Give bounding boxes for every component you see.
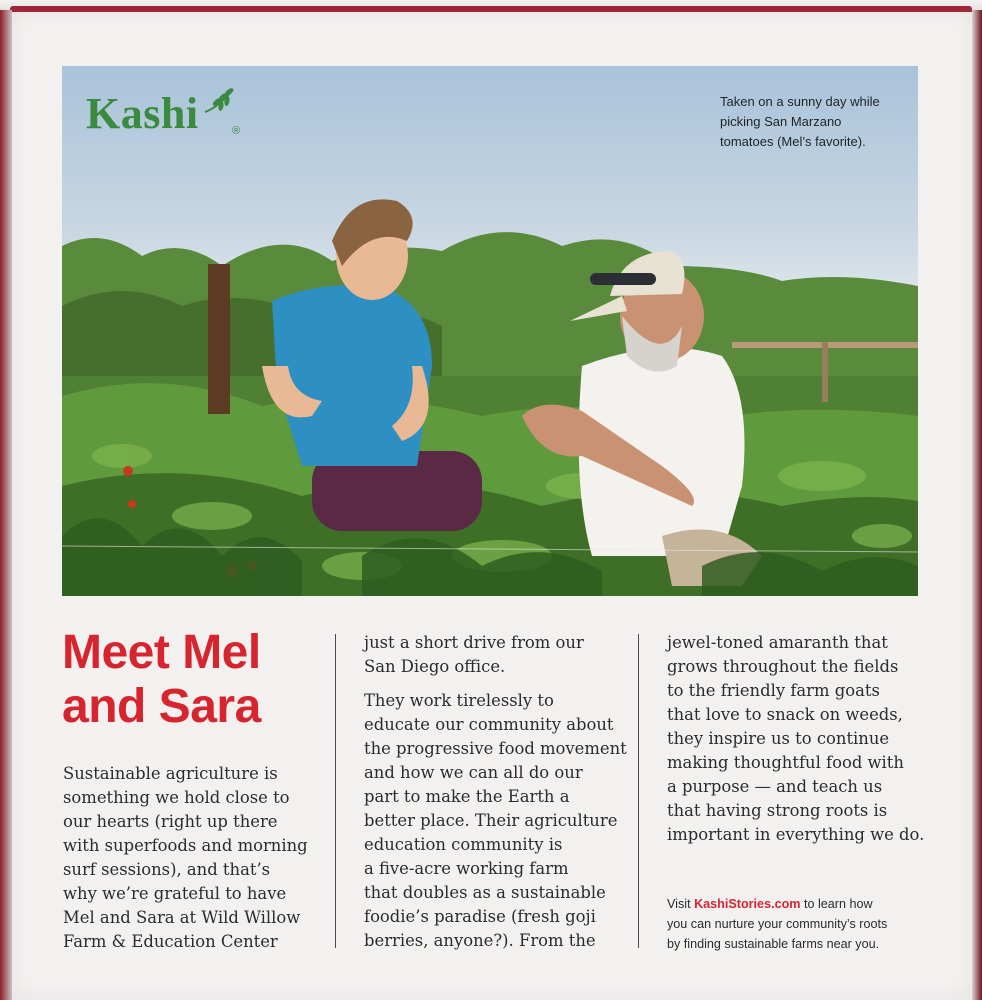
text-line: Farm & Education Center <box>63 932 278 951</box>
visit-prefix: Visit <box>667 897 695 911</box>
headline-line: Meet Mel <box>62 626 261 679</box>
text-line: San Diego office. <box>364 657 506 676</box>
text-line: better place. Their agriculture <box>364 811 618 830</box>
kashistories-link[interactable]: KashiStories.com <box>694 897 801 911</box>
text-line: education community is <box>364 835 563 854</box>
text-line: that love to snack on weeds, <box>667 705 903 724</box>
text-line: They work tirelessly to <box>364 691 554 710</box>
text-line: grows throughout the fields <box>667 657 899 676</box>
text-line: why we’re grateful to have <box>63 884 287 903</box>
wheat-leaf-icon <box>203 86 239 116</box>
text-line: the progressive food movement <box>364 739 627 758</box>
caption-line: Taken on a sunny day while <box>720 94 880 109</box>
text-line: surf sessions), and that’s <box>63 860 271 879</box>
text-line: Mel and Sara at Wild Willow <box>63 908 301 927</box>
registered-mark: ® <box>232 125 241 137</box>
text-line: berries, anyone?). From the <box>364 931 596 950</box>
text-line: Sustainable agriculture is <box>63 764 278 783</box>
text-line: to the friendly farm goats <box>667 681 880 700</box>
text-line: part to make the Earth a <box>364 787 570 806</box>
text-line: and how we can all do our <box>364 763 583 782</box>
paragraph-gap <box>364 679 627 689</box>
text-line: foodie’s paradise (fresh goji <box>364 907 596 926</box>
visit-suffix: to learn how <box>800 897 873 911</box>
text-line: making thoughtful food with <box>667 753 904 772</box>
text-line: that having strong roots is <box>667 801 888 820</box>
text-line: with superfoods and morning <box>63 836 308 855</box>
text-line: a purpose — and teach us <box>667 777 883 796</box>
caption-line: picking San Marzano <box>720 114 842 129</box>
text-line: our hearts (right up there <box>63 812 278 831</box>
caption-line: tomatoes (Mel’s favorite). <box>720 134 866 149</box>
box-left-edge <box>0 10 12 1000</box>
column-divider <box>335 634 336 948</box>
visit-line: by finding sustainable farms near you. <box>667 937 880 951</box>
visit-note <box>667 894 887 954</box>
headline-line: and Sara <box>62 680 261 733</box>
visit-line <box>667 894 887 914</box>
box-right-edge <box>972 10 982 1000</box>
story-column-2 <box>364 631 627 953</box>
column-divider <box>638 634 639 948</box>
text-line: something we hold close to <box>63 788 290 807</box>
headline <box>62 626 332 734</box>
text-line: just a short drive from our <box>364 633 584 652</box>
text-line: they inspire us to continue <box>667 729 890 748</box>
story-column-1 <box>63 762 308 954</box>
text-line: jewel-toned amaranth that <box>667 633 888 652</box>
visit-line: you can nurture your community’s roots <box>667 917 888 931</box>
text-line: that doubles as a sustainable <box>364 883 606 902</box>
story-column-3 <box>667 631 924 847</box>
kashi-logo: Kashi <box>86 89 199 138</box>
text-line: a five-acre working farm <box>364 859 569 878</box>
text-line: important in everything we do. <box>667 825 925 844</box>
text-line: educate our community about <box>364 715 614 734</box>
photo-caption <box>720 92 910 152</box>
